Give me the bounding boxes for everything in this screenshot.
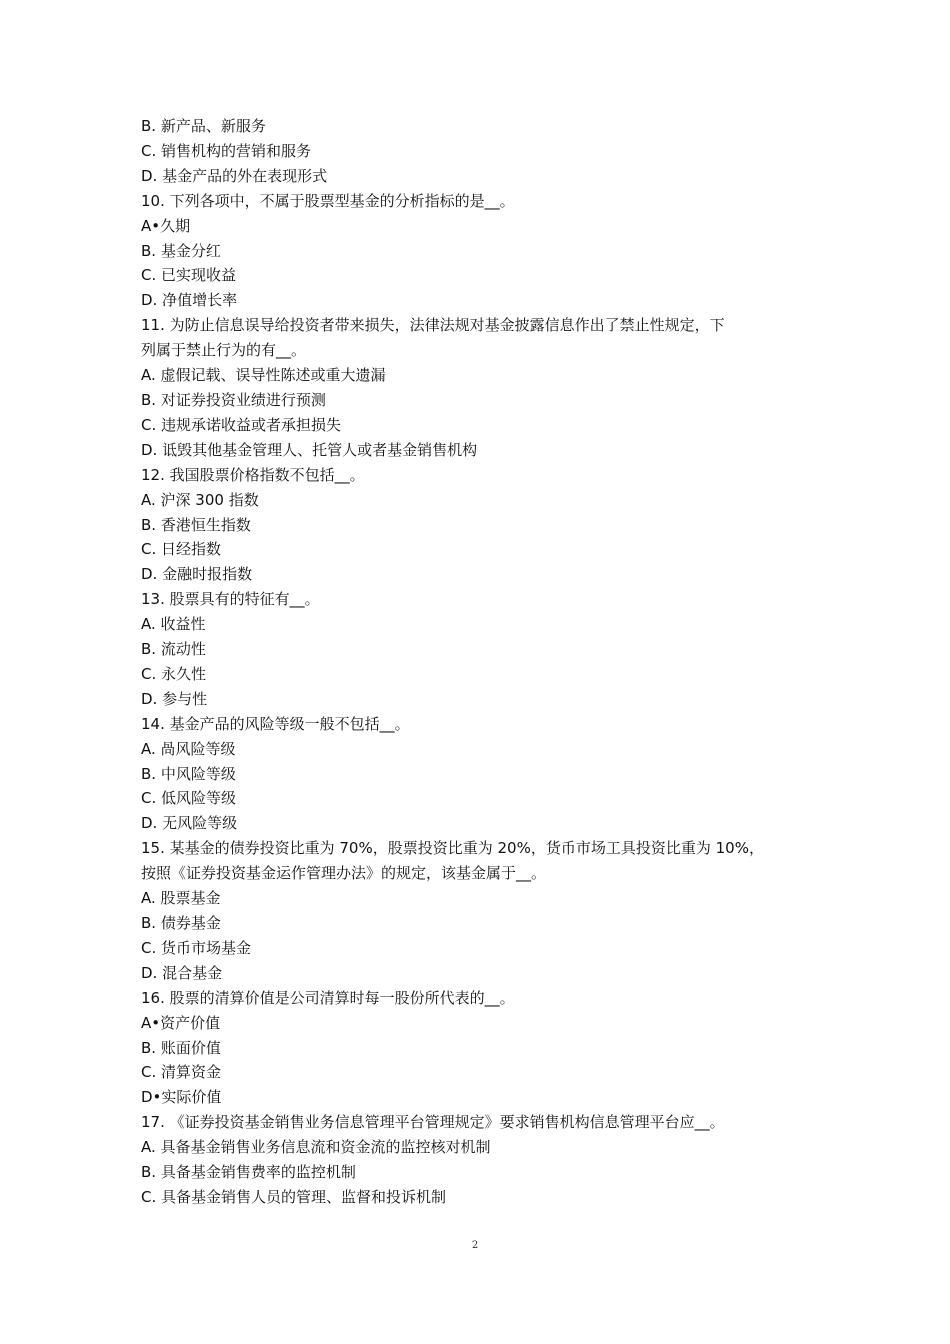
option-line: B. 香港恒生指数 — [141, 515, 251, 534]
option-line: D. 诋毁其他基金管理人、托管人或者基金销售机构 — [141, 440, 478, 459]
page-number: 2 — [471, 1240, 479, 1251]
option-line: C. 违规承诺收益或者承担损失 — [141, 415, 342, 434]
option-line: C. 清算资金 — [141, 1063, 222, 1082]
option-line: A. 具备基金销售业务信息流和资金流的监控核对机制 — [141, 1138, 491, 1157]
question-14-stem: 14. 基金产品的风险等级一般不包括__。 — [141, 714, 410, 733]
question-list — [141, 114, 809, 1210]
option-line: A. 收益性 — [141, 615, 206, 634]
question-16-stem: 16. 股票的清算价值是公司清算时每一股份所代表的__。 — [141, 988, 515, 1007]
option-line: A•久期 — [141, 216, 191, 235]
question-12-stem: 12. 我国股票价格指数不包括__。 — [141, 465, 365, 484]
option-line: C. 销售机构的营销和服务 — [141, 141, 312, 160]
question-17-stem: 17. 《证券投资基金销售业务信息管理平台管理规定》要求销售机构信息管理平台应__。 — [141, 1113, 725, 1132]
option-line: A. 咼风险等级 — [141, 739, 236, 758]
option-line: A•资产价值 — [141, 1013, 221, 1032]
question-11-stem: 11. 为防止信息误导给投资者带来损失，法律法规对基金披露信息作出了禁止性规定，下 — [141, 316, 725, 335]
option-line: D. 金融时报指数 — [141, 565, 253, 584]
option-line: D. 净值增长率 — [141, 291, 238, 310]
option-line: D. 无风险等级 — [141, 814, 238, 833]
option-line: D. 混合基金 — [141, 963, 223, 982]
option-line: A. 股票基金 — [141, 889, 221, 908]
question-10-stem: 10. 下列各项中，不属于股票型基金的分析指标的是__。 — [141, 191, 515, 210]
option-line: B. 流动性 — [141, 640, 206, 659]
question-11-stem-continued: 列属于禁止行为的有__。 — [141, 341, 307, 360]
option-line: B. 中风险等级 — [141, 764, 236, 783]
option-line: C. 已实现收益 — [141, 266, 237, 285]
question-13-stem: 13. 股票具有的特征有__。 — [141, 590, 320, 609]
option-line: B. 具备基金销售费率的监控机制 — [141, 1163, 356, 1182]
option-line: B. 账面价值 — [141, 1038, 221, 1057]
option-line: D•实际价值 — [141, 1088, 222, 1107]
option-line: B. 基金分红 — [141, 241, 221, 260]
option-line: B. 对证券投资业绩进行预测 — [141, 390, 326, 409]
option-line: D. 参与性 — [141, 689, 208, 708]
question-15-stem-continued: 按照《证券投资基金运作管理办法》的规定，该基金属于__。 — [141, 864, 547, 883]
option-line: C. 货币市场基金 — [141, 938, 252, 957]
option-line: B. 债券基金 — [141, 914, 221, 932]
option-line: A. 虚假记载、误导性陈述或重大遗漏 — [141, 366, 386, 385]
option-line: C. 具备基金销售人员的管理、监督和投诉机制 — [141, 1187, 447, 1206]
question-15-stem: 15. 某基金的债券投资比重为 70%，股票投资比重为 20%，货币市场工具投资比重为 10%， — [141, 839, 764, 858]
option-line: C. 低风险等级 — [141, 789, 237, 808]
option-line: B. 新产品、新服务 — [141, 117, 266, 135]
option-line: C. 日经指数 — [141, 540, 222, 559]
option-line: C. 永久性 — [141, 664, 207, 683]
option-line: D. 基金产品的外在表现形式 — [141, 166, 328, 185]
option-line: A. 沪深 300 指数 — [141, 490, 259, 509]
